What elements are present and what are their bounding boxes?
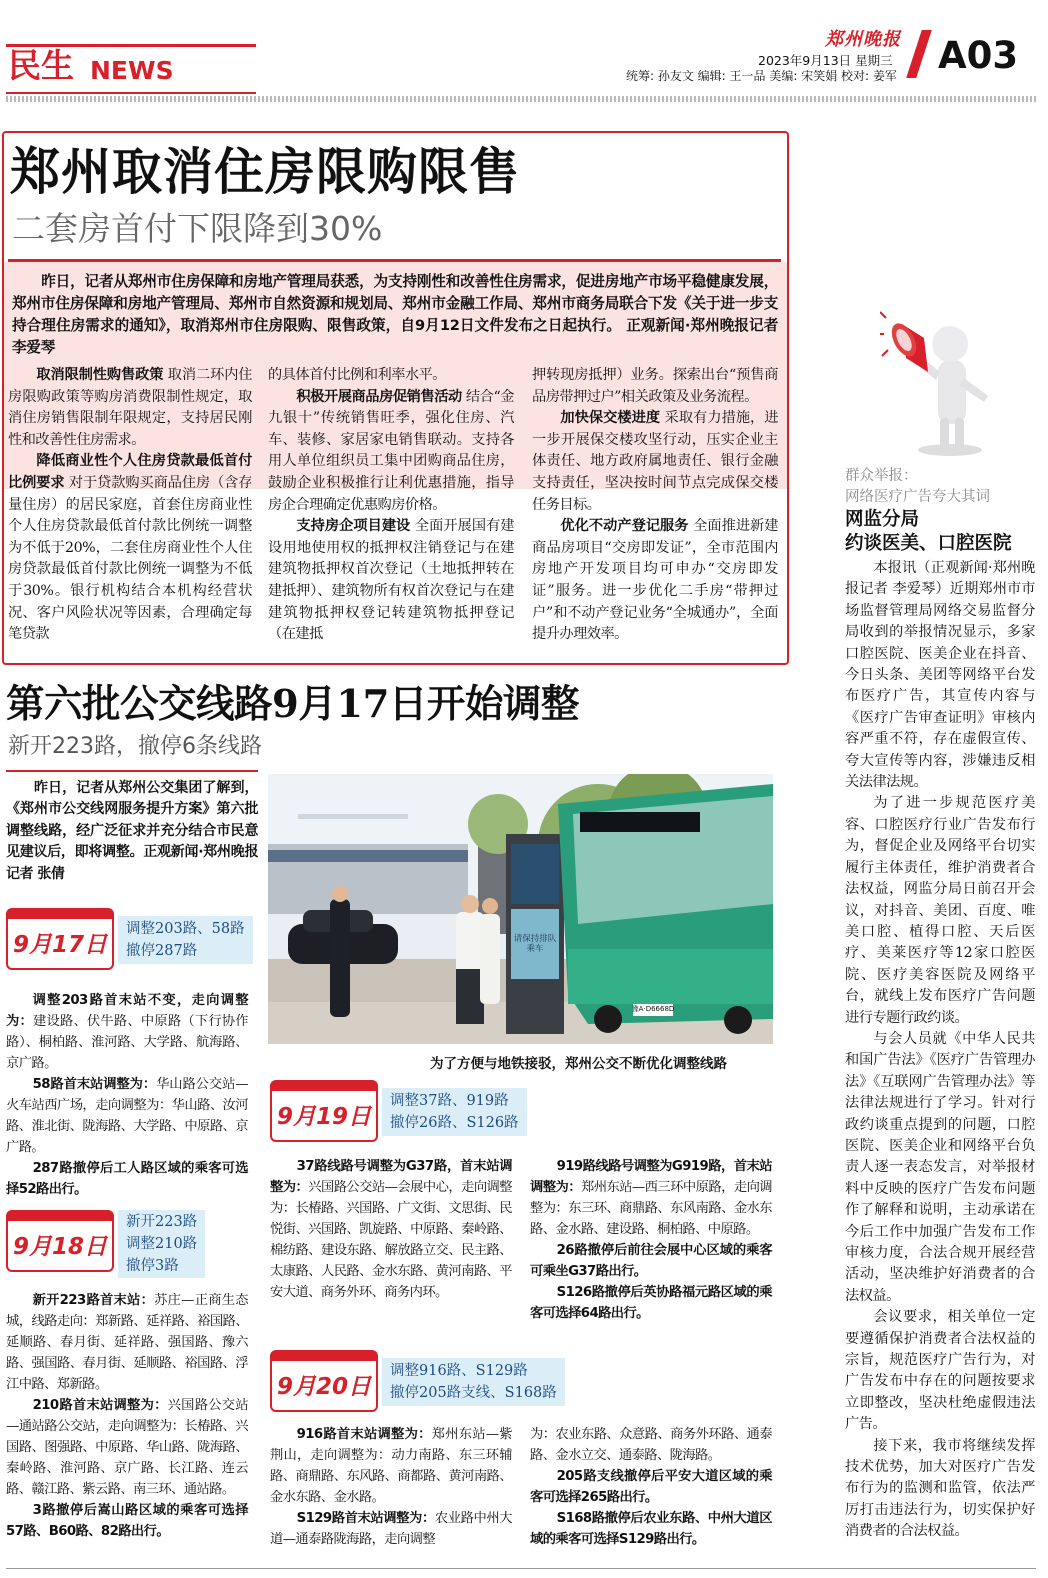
calendar-note: 撤停3路 — [126, 1258, 179, 1274]
paragraph-lead: S168路撤停后农业东路、中州大道区域的乘客可选择S129路出行。 — [530, 1511, 772, 1547]
paragraph-text: 结合“金九银十”传统销售旺季，强化住房、汽车、装修、家居家电销售联动。支持各用人单位组织员工集中团购商品住房，鼓励企业积极推行让利优惠措施，指导房企合理确定优惠购房价格。 — [268, 388, 514, 513]
calendar-notes — [118, 916, 253, 964]
paragraph — [530, 1282, 772, 1324]
header-divider — [6, 96, 1036, 102]
lead-subheadline: 二套房首付下限降到30% — [12, 209, 383, 248]
paragraph-text: 为：农业东路、众意路、商务外环路、通泰路、金水立交、通泰路、陇海路。 — [530, 1427, 772, 1463]
paragraph — [268, 387, 514, 517]
side-kicker-1: 群众举报： — [845, 468, 918, 484]
paragraph-text: 全面推进新建商品房项目“交房即发证”，全市范围内房地产开发项目均可申办“交房即发证”服务。进一步优化二手房“带押过户”和不动产登记业务“全城通办”，全面提升办理效率。 — [532, 518, 778, 643]
paragraph-text: 取消二环内住房限购政策等购房消费限制性规定，取消住房销售限制年限规定，支持居民刚性和改善性住房需求。 — [8, 367, 252, 448]
side-headline-2: 约谈医美、口腔医院 — [845, 533, 1012, 554]
paragraph-lead: 降低商业性个人住房贷款最低首付比例要求 — [8, 453, 252, 491]
bus-headline: 第六批公交线路9月17日开始调整 — [6, 682, 579, 727]
calendar-notes — [382, 1088, 527, 1136]
paragraph — [530, 1508, 772, 1550]
bus-photo — [268, 774, 773, 1044]
bus-stop-photo-illustration — [268, 774, 773, 1044]
calendar-date: 9月19日 — [276, 1103, 371, 1130]
paragraph-lead: 3路撤停后嵩山路区域的乘客可选择57路、B60路、82路出行。 — [6, 1503, 248, 1539]
paragraph — [532, 365, 778, 408]
bus-rule — [6, 770, 258, 772]
section-title: 民生 — [8, 46, 74, 85]
side-paragraph: 本报讯（正观新闻·郑州晚报记者 李爱琴）近期郑州市市场监督管理局网络交易监督分局收到的举报情况显示，多家口腔医院、医美企业在抖音、今日头条、美团等网络平台发布医疗广告，其宣传内容与《医疗广告审查证明》审核内容严重不符，存在虚假宣传、夸大宣传等内容，涉嫌违反相关法律法规。 — [845, 560, 1035, 791]
paragraph-lead: 26路撤停后前往会展中心区域的乘客可乘坐G37路出行。 — [530, 1243, 772, 1279]
page-number: A03 — [938, 34, 1019, 77]
calendar-notes — [118, 1210, 205, 1278]
paragraph-lead: 优化不动产登记服务 — [560, 518, 689, 535]
paragraph-lead: 取消限制性购售政策 — [36, 367, 164, 383]
calendar-note: 调整37路、919路 — [390, 1093, 509, 1109]
paragraph-lead: 58路首末站调整为： — [32, 1077, 157, 1092]
paragraph-lead: 205路支线撤停后平安大道区域的乘客可选择265路出行。 — [530, 1469, 772, 1505]
calendar-date: 9月20日 — [276, 1373, 371, 1400]
paragraph — [268, 516, 514, 646]
page-header — [0, 0, 1048, 96]
paragraph — [6, 1500, 248, 1542]
megaphone-person-icon — [880, 300, 1040, 460]
paragraph-text: 农业路中州大道—通泰路陇海路，走向调整 — [270, 1511, 512, 1547]
page-bottom-rule — [6, 1568, 1036, 1569]
header-rule-bottom — [6, 92, 256, 94]
side-paragraph: 接下来，我市将继续发挥技术优势，加大对医疗广告发布行为的监测和监管，依法严厉打击违法行为，切实保护好消费者的合法权益。 — [845, 1437, 1035, 1540]
paragraph-text: 的具体首付比例和利率水平。 — [268, 367, 446, 383]
paragraph-text: 兴国路公交站—会展中心，走向调整为：长椿路、兴国路、广文街、文思街、民悦街、兴国路、凯旋路、中原路、秦岭路、棉纺路、建设东路、解放路立交、民主路、太康路、人民路、金水东路、黄河南路、平安大道、商务外环、商务内环。 — [270, 1180, 512, 1300]
paragraph — [6, 1158, 248, 1200]
paragraph-text: 采取有力措施，进一步开展保交楼攻坚行动，压实企业主体责任、地方政府属地责任、银行金融支持责任，坚决按时间节点完成保交楼任务目标。 — [532, 410, 778, 513]
paragraph-lead: 新开223路首末站： — [32, 1293, 155, 1308]
calendar-note: 调整916路、S129路 — [390, 1363, 528, 1379]
paragraph — [6, 1074, 248, 1158]
routes-0919-a — [270, 1156, 512, 1303]
paragraph — [532, 408, 778, 516]
paragraph — [530, 1240, 772, 1282]
side-headline-1: 网监分局 — [845, 509, 920, 530]
paragraph — [530, 1424, 772, 1466]
calendar-note: 撤停205路支线、S168路 — [390, 1385, 557, 1401]
calendar-note: 撤停287路 — [126, 943, 198, 959]
paragraph-text: 建设路、伏牛路、中原路（下行协作路）、桐柏路、淮河路、大学路、航海路、京广路。 — [6, 1014, 248, 1071]
paragraph-text: 苏庄—正商生态城，线路走向：郑新路、延祥路、裕国路、延顺路、春月街、延祥路、强国路、豫六路、强国路、春月街、延顺路、裕国路、浮江中路、郑新路。 — [6, 1293, 248, 1392]
lead-column-3 — [532, 365, 778, 646]
bus-intro: 昨日，记者从郑州公交集团了解到，《郑州市公交线网服务提升方案》第六批调整线路，经广泛征求并充分结合市民意见建议后，即将调整。正观新闻·郑州晚报记者 张倩 — [6, 780, 258, 882]
calendar-date: 9月18日 — [12, 1233, 107, 1260]
paragraph-text: 华山路公交站—火车站西广场，走向调整为：华山路、汝河路、淮北街、陇海路、大学路、中原路、京广路。 — [6, 1077, 248, 1155]
paragraph — [270, 1156, 512, 1303]
paragraph-lead: S126路撤停后英协路福元路区域的乘客可选择64路出行。 — [530, 1285, 772, 1321]
bus-subheadline: 新开223路，撤停6条线路 — [8, 734, 262, 759]
paragraph — [532, 516, 778, 646]
paragraph-lead: 支持房企项目建设 — [296, 518, 411, 535]
paragraph-text: 郑州东站—西三环中原路，走向调整为：东三环、商鼎路、东风南路、金水东路、金水路、建设路、桐柏路、中原路。 — [530, 1180, 773, 1237]
paragraph-lead: 调整203路首末站不变，走向调整为： — [6, 993, 248, 1029]
paragraph — [530, 1156, 772, 1240]
routes-0917 — [6, 990, 248, 1200]
lead-headline: 郑州取消住房限购限售 — [10, 143, 520, 201]
routes-0920-a — [270, 1424, 512, 1550]
paragraph-text: 押转现房抵押）业务。探索出台“预售商品房带押过户”相关政策及业务流程。 — [532, 367, 778, 405]
paragraph-text: 全面开展国有建设用地使用权的抵押权注销登记与在建建筑物抵押权首次登记（土地抵押转在建抵押）、建筑物所有权首次登记与在建建筑物抵押权登记转建筑物抵押登记（在建抵 — [268, 518, 514, 643]
editor-credits: 统筹: 孙友文 编辑: 王一品 美编: 宋笑娟 校对: 姜军 — [626, 69, 897, 83]
masthead-logo: 郑州晚报 — [825, 29, 901, 50]
paragraph-lead: 积极开展商品房促销售活动 — [296, 388, 462, 405]
paragraph-lead: 加快保交楼进度 — [560, 410, 661, 427]
paragraph-lead: 916路首末站调整为： — [296, 1427, 432, 1442]
side-paragraph: 会议要求，相关单位一定要遵循保护消费者合法权益的宗旨，规范医疗广告行为，对广告发布中存在的问题按要求立即整改，坚决杜绝虚假违法广告。 — [845, 1309, 1035, 1433]
megaphone-figure — [880, 300, 1040, 460]
calendar-notes — [382, 1358, 565, 1406]
calendar-note: 撤停26路、S126路 — [390, 1115, 519, 1131]
paragraph — [6, 1290, 248, 1395]
paragraph-lead: 210路首末站调整为： — [32, 1398, 168, 1413]
paragraph — [270, 1424, 512, 1508]
paragraph — [8, 451, 252, 645]
paragraph-text: 郑州东站—紫荆山，走向调整为：动力南路、东三环辅路、商鼎路、东风路、商都路、黄河南路、金水东路、金水路。 — [270, 1427, 512, 1505]
calendar-note: 新开223路 — [126, 1214, 198, 1230]
paragraph — [530, 1466, 772, 1508]
routes-0919-b — [530, 1156, 772, 1324]
paragraph-text: 兴国路公交站—通站路公交站，走向调整为：长椿路、兴国路、图强路、中原路、华山路、陇海路、秦岭路、淮河路、京广路、长江路、连云路、赣江路、紫云路、南三环、通站路。 — [6, 1398, 248, 1497]
paragraph — [270, 1508, 512, 1550]
lead-story-box — [2, 131, 789, 665]
side-kicker-2: 网络医疗广告夸大其词 — [845, 489, 990, 505]
paragraph — [6, 1395, 248, 1500]
lead-intro: 昨日，记者从郑州市住房保障和房地产管理局获悉，为支持刚性和改善性住房需求，促进房地产市场平稳健康发展，郑州市住房保障和房地产管理局、郑州市自然资源和规划局、郑州市金融工作局、郑州市商务局联合下发《关于进一步支持合理住房需求的通知》，取消郑州市住房限购、限售政策，自9月12日文件发布之日起执行。 正观新闻·郑州晚报记者 李爱琴 — [12, 273, 778, 356]
routes-0920-b — [530, 1424, 772, 1550]
photo-plate-text: 豫A·D6668D — [631, 1005, 675, 1013]
paragraph-lead: 37路线路号调整为G37路，首末站调整为： — [270, 1159, 512, 1195]
photo-screen-text: 请保持排队乘车 — [513, 934, 557, 954]
side-story-body — [845, 558, 1035, 1543]
lead-column-1 — [8, 365, 252, 646]
calendar-note: 调整203路、58路 — [126, 921, 245, 937]
photo-caption: 为了方便与地铁接驳，郑州公交不断优化调整线路 — [430, 1056, 727, 1072]
paragraph-lead: 287路撤停后工人路区域的乘客可选择52路出行。 — [6, 1161, 248, 1197]
side-paragraph: 与会人员就《中华人民共和国广告法》《医疗广告管理办法》《互联网广告管理办法》等法律法规进行了学习。针对行政约谈重点提到的问题，口腔医院、医美企业和网络平台负责人逐一表态发言，对举报材料中反映的医疗广告发布问题作了解释和说明，主动承诺在今后工作中加强广告发布工作审核力度，合法合规开展经营活动，坚决维护好消费者的合法权益。 — [845, 1030, 1035, 1304]
calendar-note: 调整210路 — [126, 1236, 198, 1252]
calendar-date: 9月17日 — [12, 931, 107, 958]
paragraph — [268, 365, 514, 387]
page-slash-mark — [906, 30, 932, 78]
lead-column-2 — [268, 365, 514, 646]
routes-0918 — [6, 1290, 248, 1542]
paragraph-lead: 919路线路号调整为G919路，首末站调整为： — [530, 1159, 772, 1195]
section-title-en: NEWS — [90, 56, 174, 85]
issue-date: 2023年9月13日 星期三 — [758, 53, 893, 68]
side-paragraph: 为了进一步规范医疗美容、口腔医疗行业广告发布行为，督促企业及网络平台切实履行主体责任，维护消费者合法权益，网监分局日前召开会议，对抖音、美团、百度、唯美口腔、植得口腔、天后医疗、美莱医疗等12家口腔医院、医疗美容医院及网络平台，就线上发布医疗广告问题进行专题行政约谈。 — [845, 795, 1035, 1026]
paragraph — [8, 365, 252, 451]
paragraph-lead: S129路首末站调整为： — [296, 1511, 435, 1526]
paragraph — [6, 990, 248, 1074]
paragraph-text: 对于贷款购买商品住房（含存量住房）的居民家庭，首套住房商业性个人住房贷款最低首付款比例统一调整为不低于20%，二套住房商业性个人住房贷款最低首付款比例统一调整为不低于30%。银行机构结合本机构经营状况、客户风险状况等因素，合理确定每笔贷款 — [8, 474, 252, 643]
